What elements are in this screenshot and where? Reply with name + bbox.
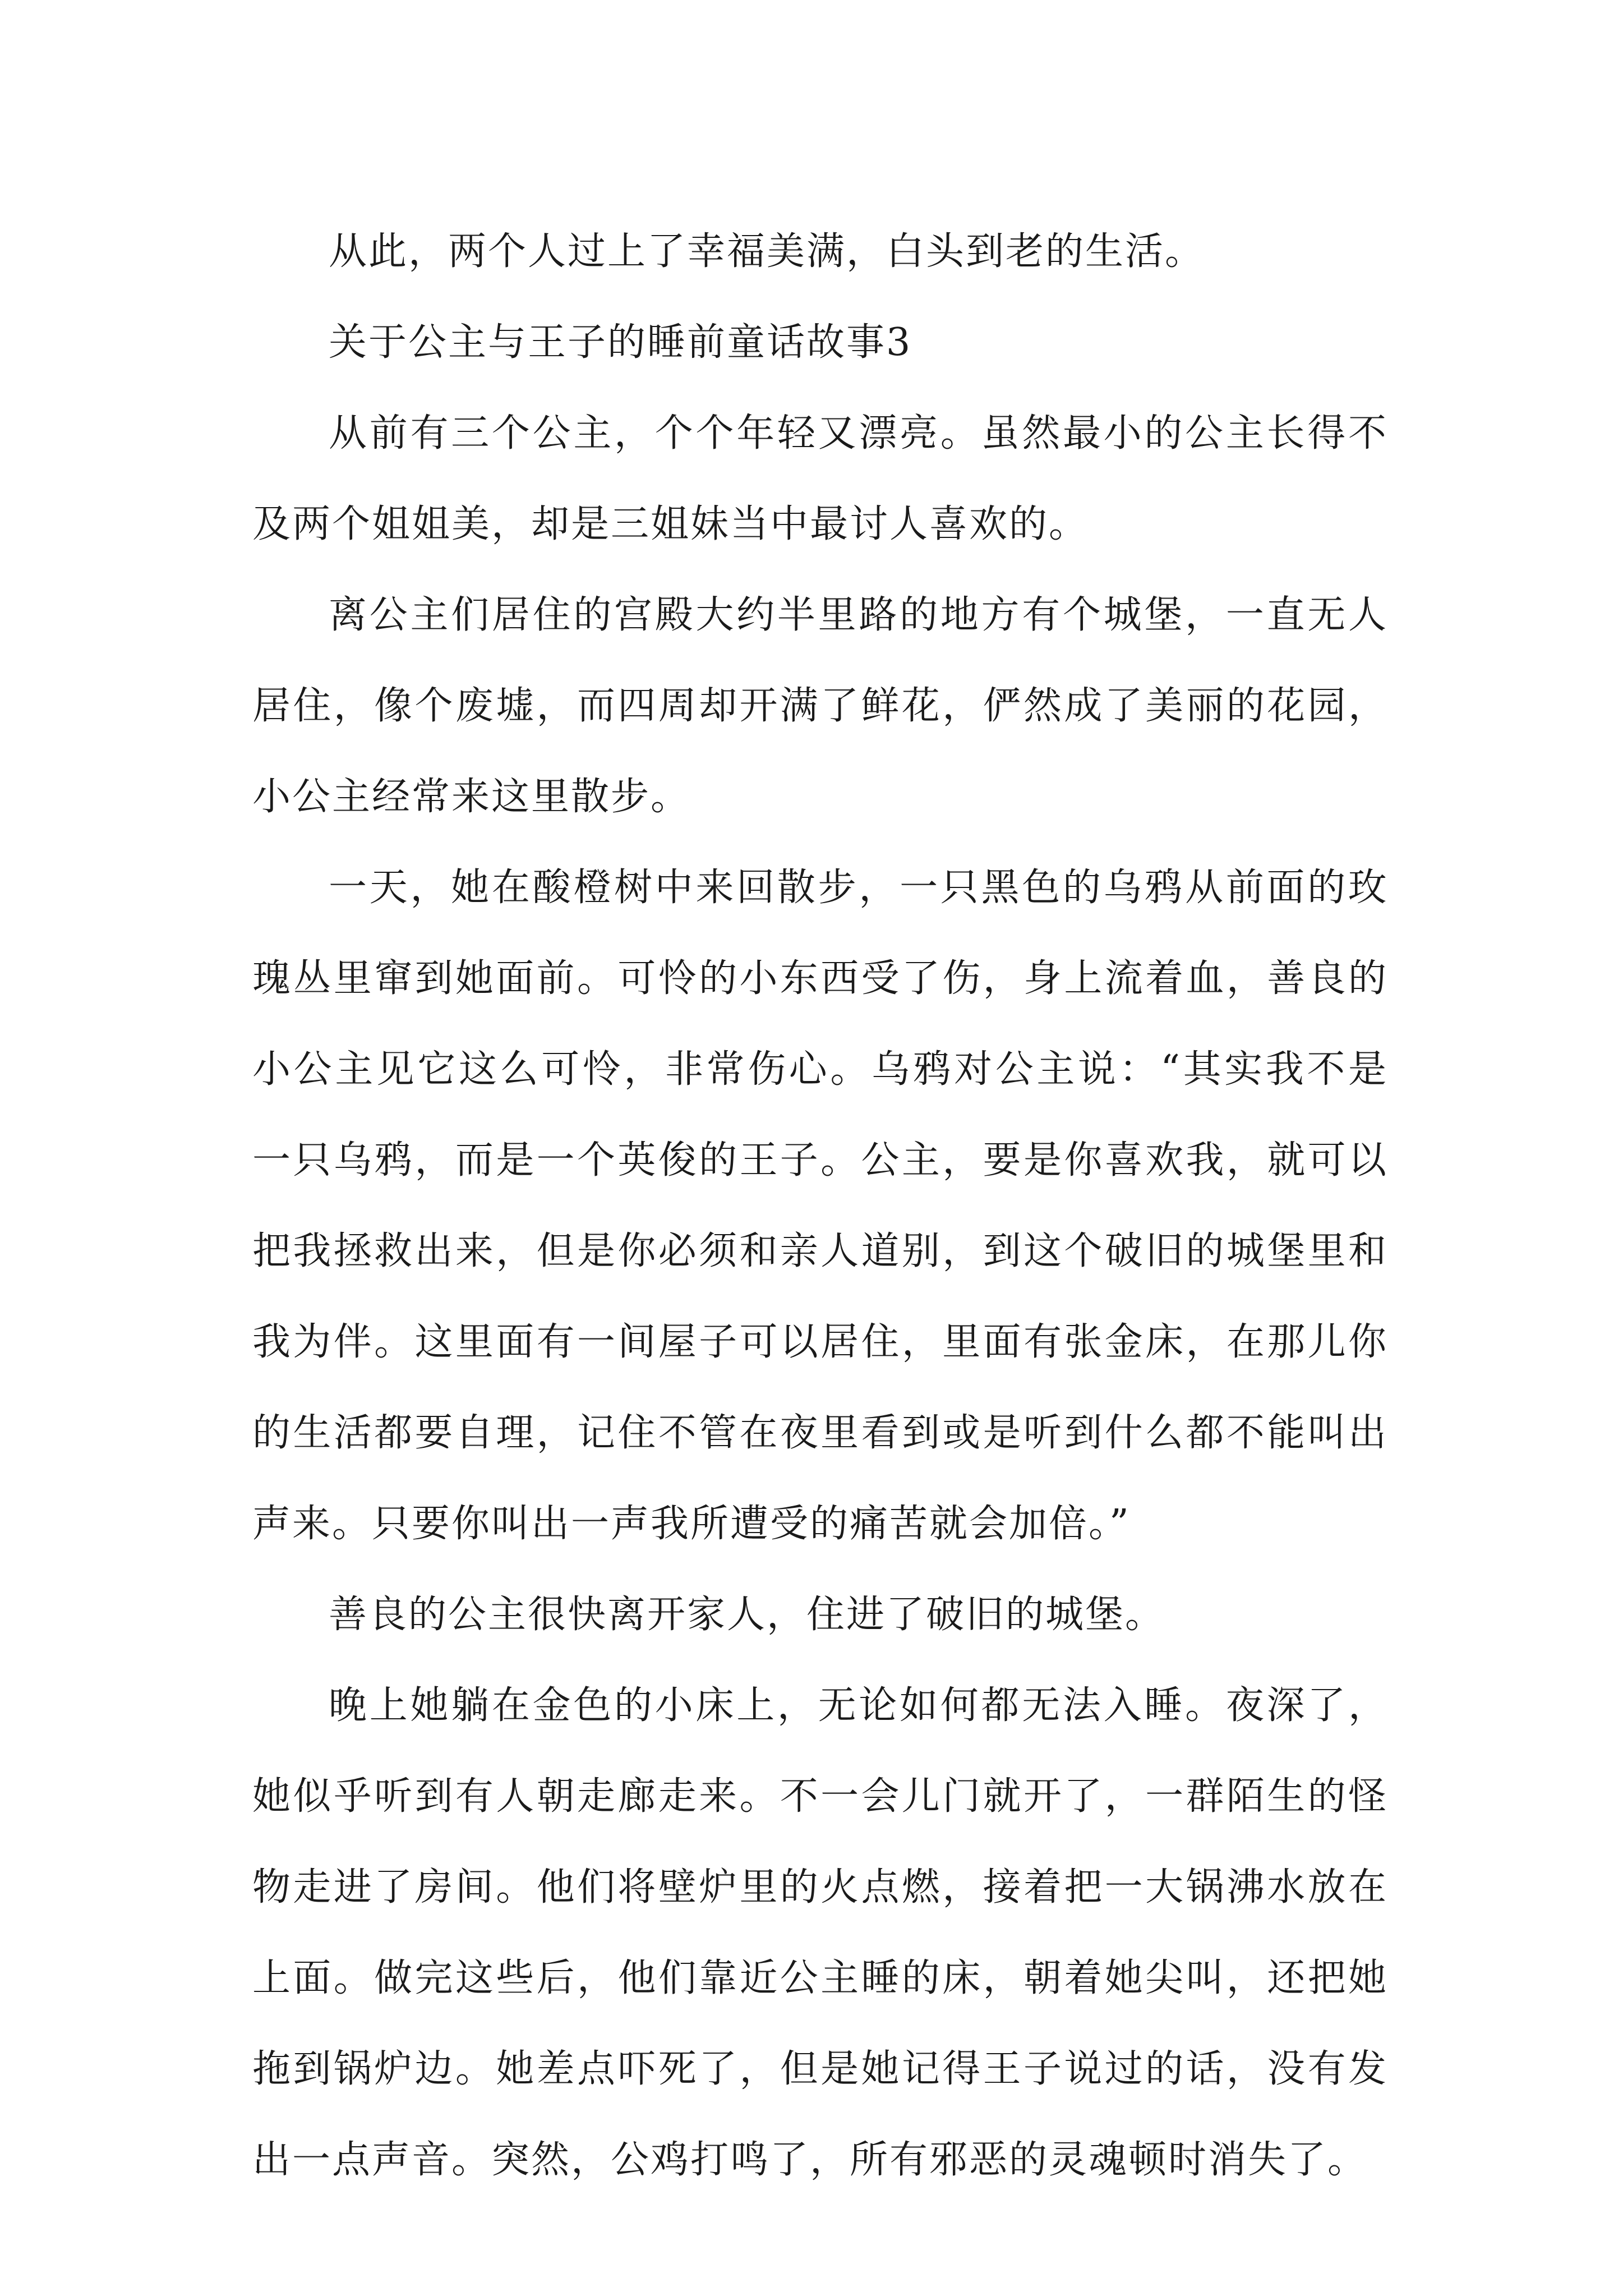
paragraph-castle: 离公主们居住的宫殿大约半里路的地方有个城堡，一直无人居住，像个废墟，而四周却开满了鲜花，俨然成了美丽的花园，小公主经常来这里散步。 [252, 593, 1388, 819]
paragraph-night: 晚上她躺在金色的小床上，无论如何都无法入睡。夜深了，她似乎听到有人朝走廊走来。不一会儿门就开了，一群陌生的怪物走进了房间。他们将壁炉里的火点燃，接着把一大锅沸水放在上面。做完这些后，他们靠近公主睡的床，朝着她尖叫，还把她拖到锅炉边。她差点吓死了，但是她记得王子说过的话，没有发出一点声音。突然，公鸡打鸣了，所有邪恶的灵魂顿时消失了。 [252, 1683, 1388, 2182]
section-heading: 关于公主与王子的睡前童话故事3 [329, 320, 912, 365]
paragraph-ending: 从此，两个人过上了幸福美满，白头到老的生活。 [329, 229, 1205, 274]
paragraph-crow: 一天，她在酸橙树中来回散步，一只黑色的乌鸦从前面的玫瑰丛里窜到她面前。可怜的小东西受了伤，身上流着血，善良的小公主见它这么可怜，非常伤心。乌鸦对公主说：“其实我不是一只乌鸦，而是一个英俊的王子。公主，要是你喜欢我，就可以把我拯救出来，但是你必须和亲人道别，到这个破旧的城堡里和我为伴。这里面有一间屋子可以居住，里面有张金床，在那儿你的生活都要自理，记住不管在夜里看到或是听到什么都不能叫出声来。只要你叫出一声我所遭受的痛苦就会加倍。” [252, 866, 1388, 1546]
document-body [252, 206, 1388, 2206]
paragraph-leaving: 善良的公主很快离开家人，住进了破旧的城堡。 [329, 1593, 1165, 1637]
paragraph-intro: 从前有三个公主，个个年轻又漂亮。虽然最小的公主长得不及两个姐姐美，却是三姐妹当中最讨人喜欢的。 [252, 411, 1388, 546]
